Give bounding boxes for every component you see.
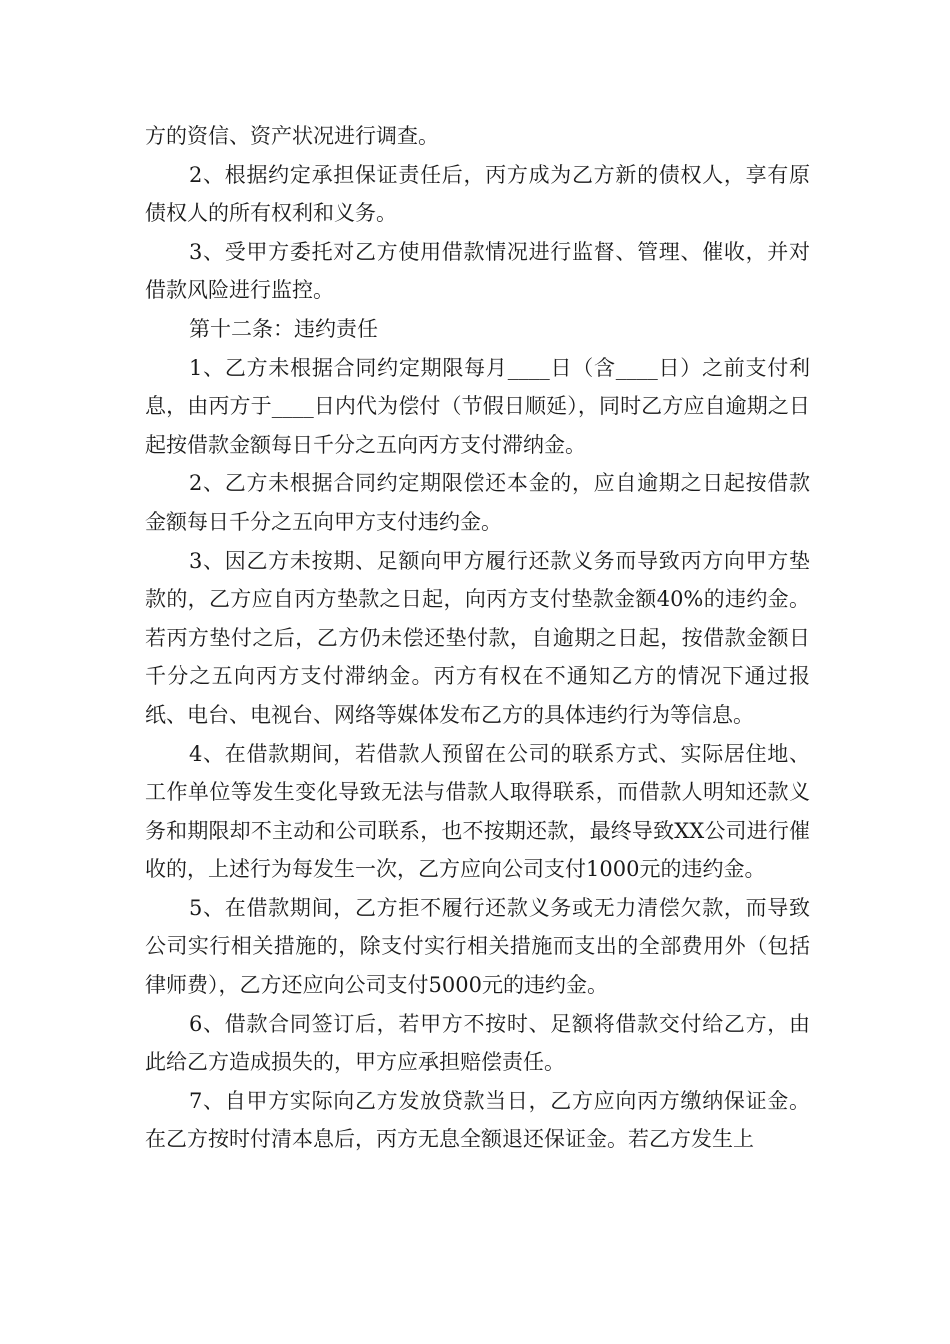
paragraph-breach-2: 2、乙方未根据合同约定期限偿还本金的，应自逾期之日起按借款金额每日千分之五向甲方支付违约金。 (145, 471, 810, 534)
paragraph-clause-3: 3、受甲方委托对乙方使用借款情况进行监督、管理、催收，并对借款风险进行监控。 (145, 239, 810, 303)
paragraph-continuation: 方的资信、资产状况进行调查。 (145, 124, 439, 148)
paragraph-breach-4: 4、在借款期间，若借款人预留在公司的联系方式、实际居住地、工作单位等发生变化导致无法与借款人取得联系，而借款人明知还款义务和期限却不主动和公司联系，也不按期还款，最终导致XX公司进行催收的，上述行为每发生一次，乙方应向公司支付1000元的违约金。 (145, 741, 810, 882)
section-heading-article-12: 第十二条：违约责任 (189, 316, 378, 341)
paragraph-breach-7: 7、自甲方实际向乙方发放贷款当日，乙方应向丙方缴纳保证金。在乙方按时付清本息后，丙方无息全额退还保证金。若乙方发生上 (145, 1088, 810, 1152)
document-body (145, 117, 810, 1159)
paragraph-breach-6: 6、借款合同签订后，若甲方不按时、足额将借款交付给乙方，由此给乙方造成损失的，甲方应承担赔偿责任。 (145, 1011, 810, 1075)
paragraph-breach-1: 1、乙方未根据合同约定期限每月____日（含____日）之前支付利息，由丙方于____日内代为偿付（节假日顺延），同时乙方应自逾期之日起按借款金额每日千分之五向丙方支付滞纳金。 (145, 355, 810, 457)
paragraph-breach-3: 3、因乙方未按期、足额向甲方履行还款义务而导致丙方向甲方垫款的，乙方应自丙方垫款之日起，向丙方支付垫款金额40%的违约金。若丙方垫付之后，乙方仍未偿还垫付款，自逾期之日起，按借款金额日千分之五向丙方支付滞纳金。丙方有权在不通知乙方的情况下通过报纸、电台、电视台、网络等媒体发布乙方的具体违约行为等信息。 (145, 548, 810, 727)
paragraph-breach-5: 5、在借款期间，乙方拒不履行还款义务或无力清偿欠款，而导致公司实行相关措施的，除支付实行相关措施而支出的全部费用外（包括律师费），乙方还应向公司支付5000元的违约金。 (145, 895, 810, 998)
paragraph-clause-2: 2、根据约定承担保证责任后，丙方成为乙方新的债权人，享有原债权人的所有权利和义务。 (145, 162, 810, 226)
